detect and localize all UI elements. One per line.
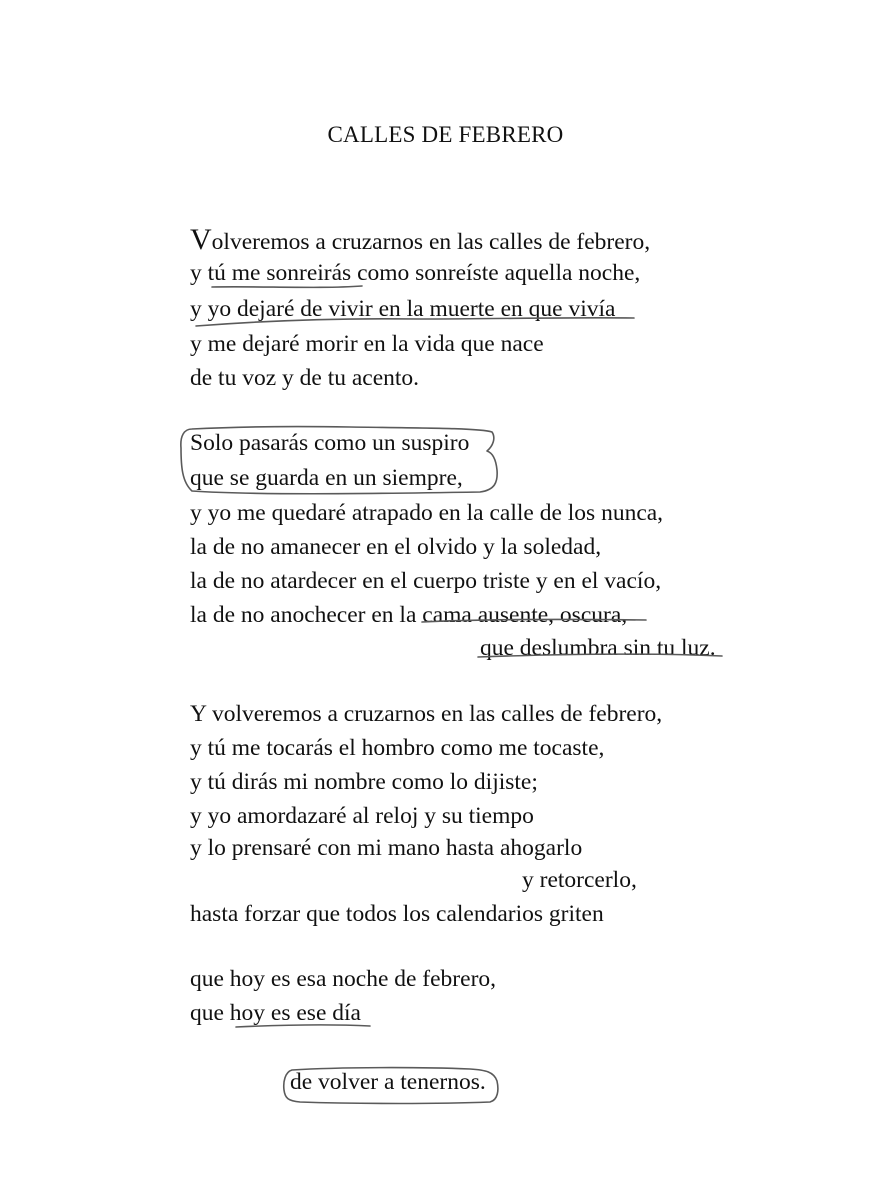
stanza2-line4: la de no amanecer en el olvido y la soledad, bbox=[190, 534, 602, 560]
stanza1-line1-text: olveremos a cruzarnos en las calles de febrero, bbox=[211, 229, 651, 255]
stanza2-line2: que se guarda en un siempre, bbox=[190, 465, 463, 491]
drop-cap: V bbox=[190, 223, 212, 256]
stanza3-line1: Y volveremos a cruzarnos en las calles de febrero, bbox=[190, 701, 663, 727]
poem-title: CALLES DE FEBRERO bbox=[327, 122, 564, 147]
stanza4-line2: que hoy es ese día bbox=[190, 1000, 361, 1026]
stanza2-line7: que deslumbra sin tu luz. bbox=[480, 635, 716, 661]
stanza2-line6: la de no anochecer en la cama ausente, oscura, bbox=[190, 602, 628, 628]
closing-line: de volver a tenernos. bbox=[290, 1069, 486, 1095]
stanza2-line3: y yo me quedaré atrapado en la calle de los nunca, bbox=[190, 500, 664, 526]
stanza4-line1: que hoy es esa noche de febrero, bbox=[190, 966, 497, 992]
stanza1-line1 bbox=[190, 224, 650, 258]
stanza2-line5: la de no atardecer en el cuerpo triste y en el vacío, bbox=[190, 568, 662, 594]
stanza3-line2: y tú me tocarás el hombro como me tocaste, bbox=[190, 735, 605, 761]
stanza3-line4: y yo amordazaré al reloj y su tiempo bbox=[190, 803, 534, 829]
stanza2-line1: Solo pasarás como un suspiro bbox=[190, 430, 470, 456]
stanza3-line5: y lo prensaré con mi mano hasta ahogarlo bbox=[190, 835, 583, 861]
stanza3-line3: y tú dirás mi nombre como lo dijiste; bbox=[190, 769, 538, 795]
stanza3-line6: y retorcerlo, bbox=[522, 867, 637, 893]
stanza3-line7: hasta forzar que todos los calendarios griten bbox=[190, 901, 604, 927]
stanza1-line4: y me dejaré morir en la vida que nace bbox=[190, 331, 544, 357]
stanza1-line3: y yo dejaré de vivir en la muerte en que vivía bbox=[190, 296, 616, 322]
stanza1-line5: de tu voz y de tu acento. bbox=[190, 365, 420, 391]
stanza1-line2: y tú me sonreirás como sonreíste aquella noche, bbox=[190, 260, 641, 286]
